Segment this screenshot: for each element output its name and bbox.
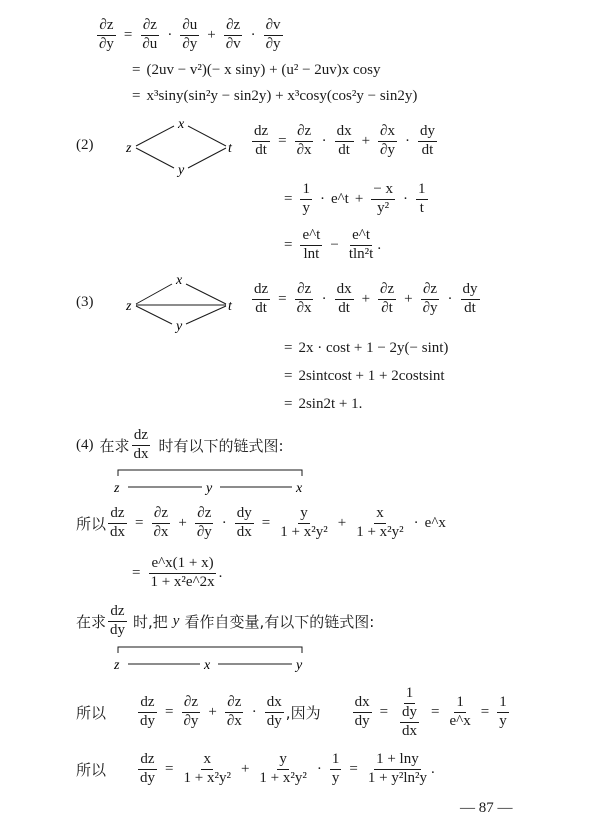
svg-text:z: z — [114, 658, 120, 673]
diag-z: z — [126, 141, 132, 156]
part4-intro: (4) 在求 $\frac{dz}{dx}$ 时有以下的链式图: — [76, 427, 284, 462]
chain-diagram-linear — [112, 466, 312, 496]
diag-t: t — [228, 141, 232, 156]
eq2-line3: = $\frac{e\^{}t}{\ln t}$ − $\frac{e\^{}t}{\text{tln²t}}$ . — [284, 227, 382, 262]
eq3-line2: = 2x · cost + 1 − 2y(− sint) — [284, 340, 449, 356]
eq4-line1: 所以 $\frac{dz}{dx}$ = $\frac{\partial z}{\partial x}$ + $\frac{\partial z}{\partial y}$ · $\frac{dy}{dx}$ = $\frac{y}{\text{1 + x²y²}}$ + $\frac{x}{\text{1 + x²y²}}$ · e^x — [76, 505, 446, 540]
eq1-line1: $\frac{\partial z}{\partial y}$ = $\frac{\partial z}{\partial u}$ · $\frac{\partial u}{\partial y}$ + $\frac{\partial z}{\partial v}$ · $\frac{\partial v}{\partial y}$ — [99, 17, 281, 52]
eq3-line3: = 2sintcost + 1 + 2costsint — [284, 368, 445, 384]
eq5-line1: 所以 $\frac{dz}{dy}$ = $\frac{\partial z}{\partial y}$ + $\frac{\partial z}{\partial x}$ · $\frac{dx}{dy}$ ,因为 $\frac{dx}{dy}$ = $\frac{1}{\frac{dy}{dx}}$ = $\frac{1}{e\^{}x}$ = $\frac{1}{y}$ — [76, 685, 507, 739]
eq1-line3: = x³siny(sin²y − sin2y) + x³cosy(cos²y − sin2y) — [132, 88, 418, 104]
diag-t: t — [228, 299, 232, 314]
svg-text:y: y — [296, 658, 303, 673]
eq2-line1: $\frac{dz}{dt}$ = $\frac{\partial z}{\partial x}$ · $\frac{dx}{dt}$ + $\frac{\partial x}{\partial y}$ · $\frac{dy}{dt}$ — [254, 123, 435, 158]
part-label: (2) — [76, 137, 94, 153]
chain-diagram — [122, 272, 242, 336]
eq2-line2: = $\frac{1}{y}$ · e^t + $\frac{- x}{\text{y²}}$ · $\frac{1}{t}$ — [284, 181, 426, 216]
eq4-line2: = $\frac{e\^{}x(1 + x)}{\text{1 + x²e\textasciicircum{}2x}}$ . — [132, 555, 223, 590]
page-number: — 87 — — [460, 800, 513, 816]
eq6-line1: 所以 $\frac{dz}{dy}$ = $\frac{x}{\text{1 + x²y²}}$ + $\frac{y}{\text{1 + x²y²}}$ · $\frac{1}{y}$ = $\frac{1 + \ln y}{\text{1 + y²ln²y}}$ . — [76, 751, 435, 786]
chain-diagram — [122, 116, 242, 180]
diag-z: z — [126, 299, 132, 314]
svg-text:x: x — [296, 481, 303, 496]
svg-text:x: x — [204, 658, 211, 673]
part4-intro2: 在求 $\frac{dz}{dy}$ 时,把 y 看作自变量,有以下的链式图: — [76, 603, 375, 638]
chain-diagram-linear — [112, 643, 312, 673]
diag-y: y — [176, 319, 183, 334]
eq3-line4: = 2sin2t + 1. — [284, 396, 363, 412]
svg-text:z: z — [114, 481, 120, 496]
eq1-line2: = (2uv − v²)(− x siny) + (u² − 2uv)x cosy — [132, 62, 381, 78]
diag-y: y — [178, 163, 185, 178]
part-label: (3) — [76, 294, 94, 310]
fraction: $\frac{\partial z}{\partial y}$ — [99, 17, 114, 52]
diag-x: x — [178, 117, 185, 132]
svg-text:y: y — [206, 481, 213, 496]
diag-x: x — [176, 273, 183, 288]
eq3-line1: $\frac{dz}{dt}$ = $\frac{\partial z}{\partial x}$ · $\frac{dx}{dt}$ + $\frac{\partial z}{\partial t}$ + $\frac{\partial z}{\partial y}$ · $\frac{dy}{dt}$ — [254, 281, 478, 316]
